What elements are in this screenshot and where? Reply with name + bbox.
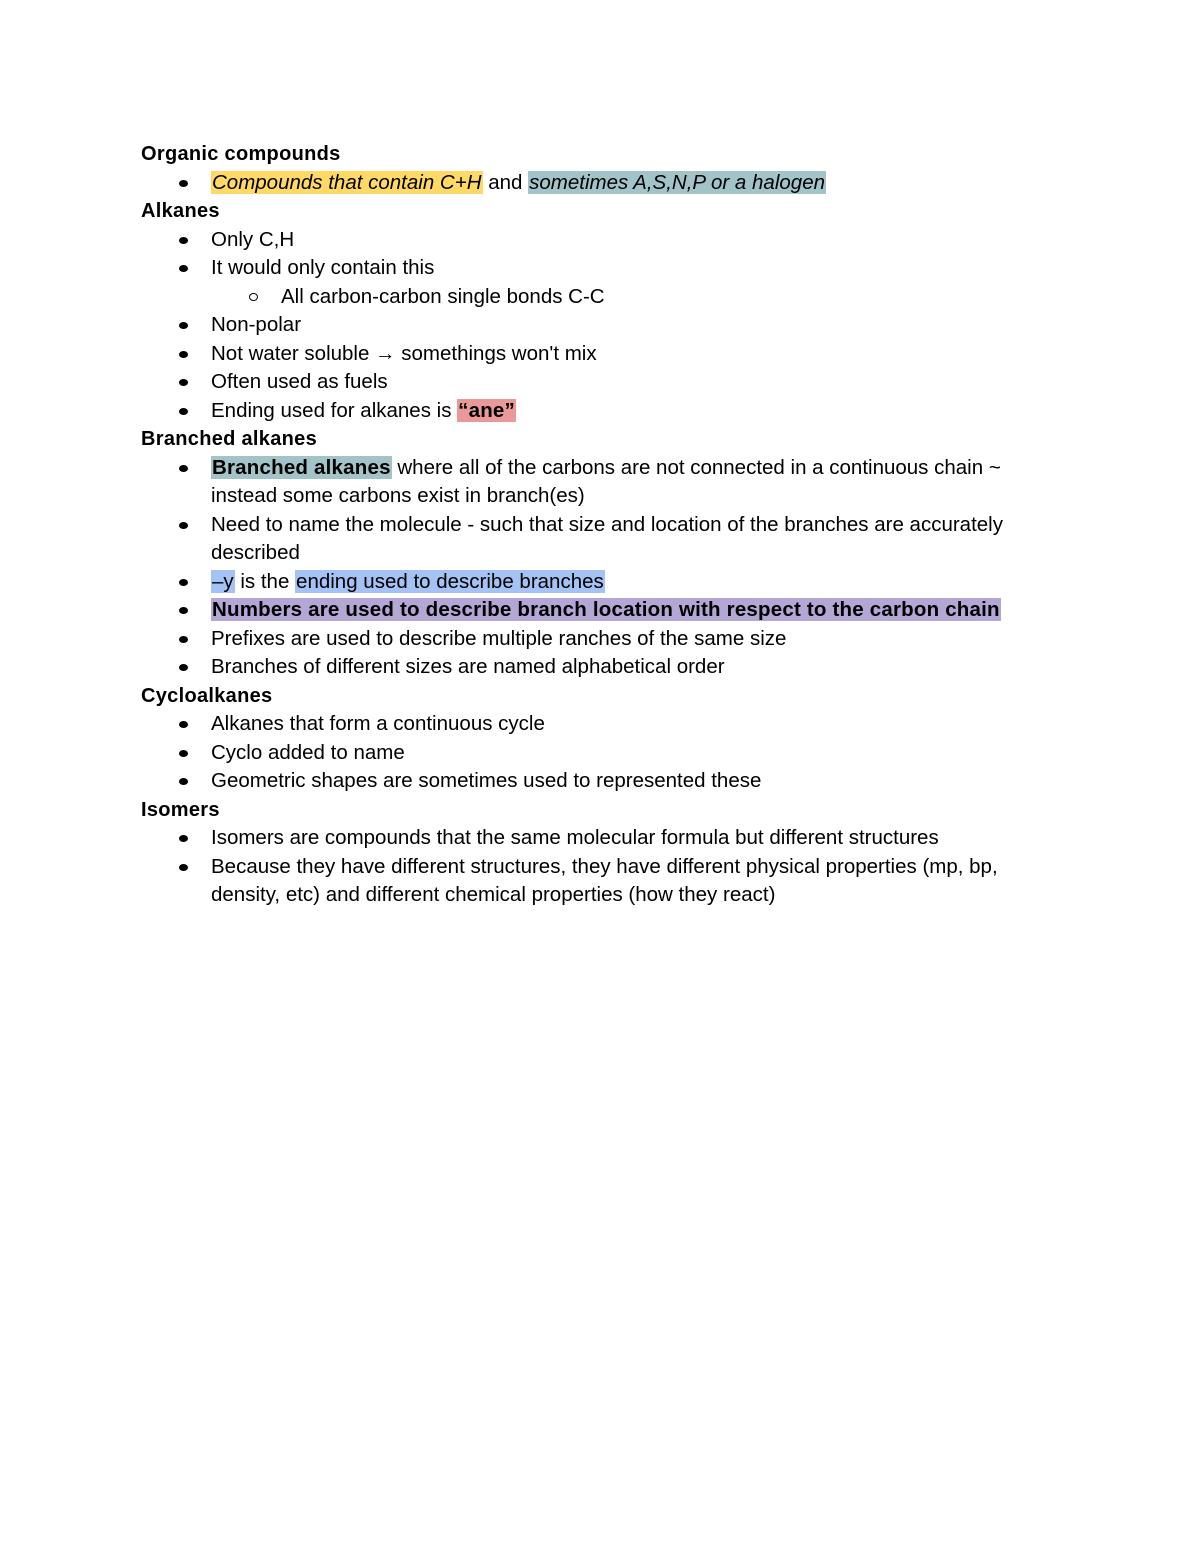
bullet-icon [179,351,188,358]
list-organic-compounds [141,169,1061,198]
bullet-icon [179,379,188,386]
list-item-text: Only C,H [211,227,295,251]
list-item [141,368,1061,397]
text-run: and [482,170,529,194]
list-item [141,254,1061,311]
highlight-blue: –y [212,569,234,593]
text-run: where all of the carbons are not connected in a continuous chain ~ instead some carbons exist in branch(es) [211,455,1001,507]
sub-list [211,283,1061,312]
bullet-icon [179,835,188,842]
list-item-text: Often used as fuels [211,370,388,393]
bullet-icon [179,408,188,415]
list-item [141,653,1061,682]
list-branched-alkanes [141,454,1061,682]
bullet-icon [179,607,188,614]
list-item-text: Non-polar [211,313,302,336]
list-item [141,710,1061,739]
sub-list-item [211,283,1061,312]
list-isomers [141,824,1061,910]
list-item [141,454,1061,511]
heading-alkanes: Alkanes [141,200,220,222]
list-item [141,568,1061,597]
bullet-icon [179,636,188,643]
bullet-icon [179,579,188,586]
list-item-text: Geometric shapes are sometimes used to represented these [211,769,762,792]
list-cycloalkanes [141,710,1061,796]
list-item-text: Because they have different structures, they have different physical properties (mp, bp, density, etc) and different chemical properties (how they react) [211,854,998,906]
sub-list-item-text: All carbon-carbon single bonds C-C [281,284,605,308]
bullet-icon [179,664,188,671]
bullet-icon [179,265,188,272]
heading-cycloalkanes: Cycloalkanes [141,684,273,707]
heading-organic-compounds: Organic compounds [141,143,341,165]
highlight-purple: Numbers are used to describe branch location with respect to the carbon chain [212,598,1000,621]
text-run: Ending used for alkanes is [211,398,458,422]
highlight-teal: sometimes A,S,N,P or a halogen [529,170,825,194]
bullet-icon [179,465,188,472]
heading-branched-alkanes: Branched alkanes [141,428,317,450]
list-item-text: Need to name the molecule - such that size and location of the branches are accurately described [211,512,1003,564]
list-item [141,767,1061,796]
hollow-bullet-icon [249,293,258,301]
bullet-icon [179,721,188,728]
highlight-blue: ending used to describe branches [296,569,604,593]
list-item-text: Alkanes that form a continuous cycle [211,712,545,735]
list-item-text: Cyclo added to name [211,740,405,764]
list-item [141,340,1061,369]
list-item [141,596,1061,625]
highlight-red: “ane” [458,398,515,422]
bullet-icon [179,180,188,187]
bullet-icon [179,322,188,329]
list-item [141,853,1061,910]
list-item [141,397,1061,426]
bullet-icon [179,522,188,529]
bullet-icon [179,750,188,757]
list-item [141,169,1061,198]
bullet-icon [179,778,188,785]
list-item [141,226,1061,255]
list-item-text: Isomers are compounds that the same molecular formula but different structures [211,826,939,849]
highlight-teal: Branched alkanes [212,455,391,479]
list-item-text: Not water soluble → somethings won't mix [211,341,597,365]
list-item [141,739,1061,768]
highlight-yellow: Compounds that contain C+H [212,170,482,194]
list-item-text: Prefixes are used to describe multiple ranches of the same size [211,626,787,650]
list-item [141,311,1061,340]
list-item-text: It would only contain this [211,256,435,279]
heading-isomers: Isomers [141,798,220,821]
list-alkanes [141,226,1061,426]
list-item [141,824,1061,853]
list-item-text: Branches of different sizes are named alphabetical order [211,655,725,678]
bullet-icon [179,864,188,871]
document-body [141,140,1061,910]
list-item [141,511,1061,568]
text-run: is the [234,569,296,593]
list-item [141,625,1061,654]
bullet-icon [179,237,188,244]
